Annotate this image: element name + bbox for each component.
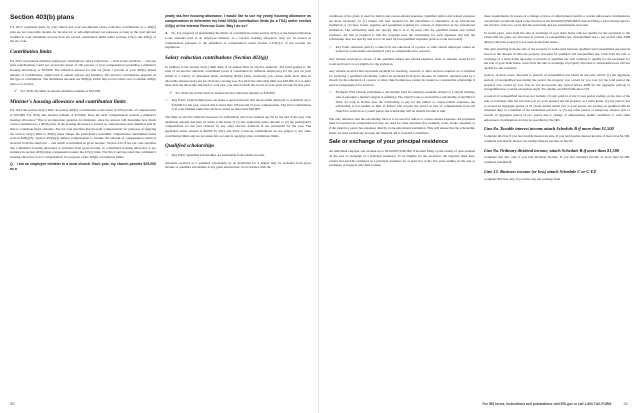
left-column-1 [10,14,156,388]
key-point-text: For 2016, the dollar limit on annual elective deferrals remains at $18,000. [175,90,276,95]
key-point-note [165,153,311,158]
question-marker: Q. [10,162,14,167]
line-heading: Line 12. Business income (or loss) attach Schedule C or C-EZ [484,168,597,174]
answer-marker: A. [165,31,169,36]
paragraph: conditions of the grant, is used for tuition and course-related expenses. Qualified tuition and related expenses are those necessary for (1) tuition and fees required for the enrollment or attendance at an educational institution or (2) fees, books, supplies and equipment required for courses of instruction at the educational institution. The scholarship need not specify that it is to be used only for qualified tuition and related expenses. All that is required is that the recipient uses the scholarship for such expenses and that the scholarship does not specify that it is to be used for non-qualified expenses (such as room and board). [329,14,475,42]
paragraph: Complete this line if you had taxable interest income. If you had taxable interest income of more than $1,500, complete schedule B. Report tax-exempt interest income on line 8b. [484,134,630,143]
question [10,162,156,172]
key-point-text: For 2016, the limit on annual additions remains at $53,000. [20,89,101,94]
answer-text: No. For purposes of determining the limits on contributions under section 415(c) of the Internal Revenue Code, amounts paid to an employee minister, as a tax-free housing allowance, may not be treated as compensation pursuant to the definition of compensation under section 1.415(c)-2 of the income tax regulations. [165,31,311,50]
paragraph: In recent years, gain from the sale or exchange of your main home will not qualify for the exclusion to the extent that the gains are allocated to periods of nonqualified use. Nonqualified use is any period after 2008 during which the property is not used as the main home. [484,30,630,44]
right-page [319,0,638,413]
paragraph: The only reference that the scholarship fund is to be used for tuition or course-related expenses. All payments must be reported as compensation if they are used for other expenses (for example, room, books, supplies) or if the church or pastor has expenses directly to the educational institution. This will ensure that the scholarship funds are used exclusively because the financial aid is awarded to members. [329,116,475,135]
right-column-1 [329,14,475,388]
key-point-note-text: Key Point: Qualified scholarships are excludable from taxable income. [171,153,266,158]
example-text: Example: First Church establishes a scholarship fund for seminary students. Robert is a church member who is pursuing a master's degree at seminary. The church votes to award him a scholarship of $2,500 for 2016. So long as Robert uses the scholarship to pay for the tuition or course-related expenses, the scholarship is not taxable to him. If Robert will receive the award as part of compensation from his church for services as a youth pastor, the scholarship will be taxable income to him. [335,90,475,113]
key-point-note [329,45,475,54]
right-column-2 [484,14,630,388]
paragraph: Complete this line only if you had dividend income. If you had dividend income of more than $1,500, complete schedule B. [484,155,630,165]
pointing-hand-icon: ☞ [165,97,169,103]
key-point-note-text: Key Point: Church employees can make a special election that allows them employer to contribute up to $10,000 for the year, even if this is more than 100 percent of your compensation. The total contributions over your lifetime under this election cannot be more than $40,000. [171,98,311,112]
subheading: Qualified scholarships [165,143,215,150]
paragraph: An individual taxpayer can exclude up to $250,000 ($500,000 if married filing a joint return) of gain realized on the sale or exchange of a principal residence. To be eligible for the exclusion, the taxpayer must have owned and used the residence as a principal residence for at least two of the five years ending on the sale or exchange. A taxpayer who fails to meet [329,149,475,168]
paragraph: Any amount received that represents payment for teaching, research or other services required as a condition for receiving a qualified scholarship cannot be excluded from gross income. In addition, amounts paid by a church for the education of a pastor or other church employee cannot be treated as a nontaxable scholarship if paid as compensation for services. [329,68,475,87]
paragraph: For 2015 total annual additions (employer contributions, salary reductions — both pretax and Roth — and any paid contributions) could not exceed the lesser of 100 percent of your compensation (excluding a minister's housing allowance) or $53,000. The reduction amount for this tax (from 7 percent of your 403(b) annual amount of contributions, added back to annual add-ins and benefits). The elective contributions depends on the type of contribution. The distributed amounts are 403(b)s, which may not be rolled over to another 403(b) plan or to an IRA. [10,58,156,86]
paragraph: In addition to the section 415(c) limit there is an annual limit on elective deferrals. The limit applies to the total of all elective deferrals contributed (even if contributed by different employers) for the year on your behalf to a variety of retirement plans, including 403(b) plans. Generally, you cannot defer more than an allowable amount each year for all plans covering you. For 2015 the allowable limit was $18,000. If you defer more than the allowable amount for a tax year, you must include the excess in your gross income for that year. [165,64,311,88]
subheading: Sale or exchange of your principal residence [329,139,449,146]
left-column-2 [165,14,311,388]
paragraph: Gain is, in most cases, allocated to periods of nonqualified use based on the ratio which: (1) the aggregate periods of nonqualified use during the period the property was owned by you over (2) the total period the property was owned by you. You do not incorporate any period before 2009 for the aggregate periods of nonqualified use. Certain exceptions apply. For details, see IRS Publication 523. [484,73,630,92]
question-text: I am an employee minister in a local church. Each year, my church permits $25,000 as a [10,162,156,172]
subheading: Minister's housing allowance and contribution limits [10,98,126,105]
paragraph: For 2015 the section 415(c) limit on section 403(b) contributions is the lesser of 100 percent of compensation or $53,000. For 2016, this amount remains at $53,000. Does the term 'compensation' include a minister's housing allowance? This is an important question for ministers, since the answer will determine how much can be contributed to a 403(b) plan. If the housing allowance is treated as compensation, then ministers will be able to contribute larger amounts. The tax code specifies that the term 'compensation' for purposes of applying the section 415(c) limit to 403(b) plans 'means the participant's includible compensation determined under section 403(b)(3).' Section 403(b)(3) defines compensation to include 'the amount of compensation which is received from the employer ... and which is includible in gross income.' Section 415 of the tax code specifies that a minister's housing allowance is excluded from gross income, so a minister's housing allowance is not included in section 403(b) plan compensation under the 415(c) limit. The Tax Court has ruled that a minister's housing allowance is not 'compensation' for purposes of the 403(b) contribution limits. [10,108,156,160]
left-page-columns [10,14,311,388]
key-point-note-text: Key Point: Amounts paid by a church for the education of a pastor or other church employee cannot be treated as a nontaxable scholarship if paid as compensation for services. [335,44,475,54]
paragraph: The limit on elective deferrals increases for individuals who have attained age 50 by the end of the year. The additional amount that may be made is the lesser of (1) the applicable dollar amount or (2) the participant's compensation for the year reduced by any other elective deferrals of the participant for the year. The applicable dollar amount is $6,000 for 2015 and 2016. Catch-up contributions are not subject to any other contribution limits and are not taken into account in applying other contribution limits. [165,115,311,138]
subheading: Salary reduction contributions (Section 402(g)) [165,54,269,61]
question-continued: yearly tax-free housing allowance. I would like to use my yearly housing allowance as compensation to determine my total 403(b) contribution limits (to a TSA) under section 415(c) of the Internal Revenue Code. May I do so? [165,14,311,28]
paragraph: For 2015, payments made by your church and your tax-deferred salary reduction contributions to a 403(b) plan are not reportable income for income tax or self-employment tax purposes as long as the total amount credited to your retirement account does not exceed contribution limits under sections 415(c) and 402(g) of the tax code. [10,25,156,44]
pointing-hand-icon: ☞ [329,89,333,95]
paragraph: The gain resulting from the sale of the property is reallocated between qualified and nonqualified use periods based on the amount of time the property was held for qualified and nonqualified use. Gain from the sale or exchange of a main home allocable to periods of qualified use will continue to qualify for the exclusion for the sale of your main home. Gain from the sale or exchange of property allocable to nonqualified use will not qualify for the exclusion. [484,47,630,70]
key-point-note [165,98,311,112]
answer [165,31,311,50]
paragraph: A period of nonqualified use does not include: (1) any portion of the 5-year period ending on the date of the sale or exchange after the last date you (or your spouse) use the property as a main home, (2) any period (not to exceed an aggregate period of 10 years) during which you or your spouse are serving on qualified official extended duty as a member of the uniformed services, or (3) any other period of temporary absence (not to exceed an aggregate period of two years) due to change of employment, health conditions or such other unforeseen circumstances as may be specified by the IRS. [484,94,630,122]
page-number-right: 21 [623,401,628,406]
key-point [14,89,156,94]
checkmark-icon: ✓ [14,88,18,94]
subheading: Contribution limits [10,48,52,55]
paragraph: Any amount received in excess of the qualified tuition and related expenses, such as amounts received for room and board, is not eligible for the exclusion. [329,56,475,66]
paragraph: Amounts received as a qualified scholarship by an individual for a degree may be excluded from gross income. A qualified scholarship is any grant amount that, in accordance with the [165,160,311,170]
page-number-left: 20 [10,401,15,406]
line-heading: Line 9a. Ordinary dividend income, attach Schedule B if more than $1,500 [484,147,620,153]
section-title: Section 403(b) plans [10,14,75,21]
paragraph: these requirements by reason of a change of place of employment, health or certain unforeseen circumstances can exclude an amount equal to the fraction of the $250,000 ($500,000 if married filing a joint return) equal to the fraction of the two years that the ownership and use requirements were met. [484,14,630,28]
line-heading: Line 8a. Taxable interest income attach Schedule B if more than $1,500 [484,126,614,132]
pointing-hand-icon: ☞ [165,152,169,158]
paragraph: Complete this line only if you have any net earnings from [484,176,561,181]
key-point [169,91,311,96]
right-page-columns [329,14,630,388]
pointing-hand-icon: ☞ [329,43,333,49]
example [329,90,475,113]
footer-note: For IRS forms, instructions and publications visit IRS.gov or call 1-800-TAX-FORM. [482,402,612,406]
checkmark-icon: ✓ [169,89,173,95]
